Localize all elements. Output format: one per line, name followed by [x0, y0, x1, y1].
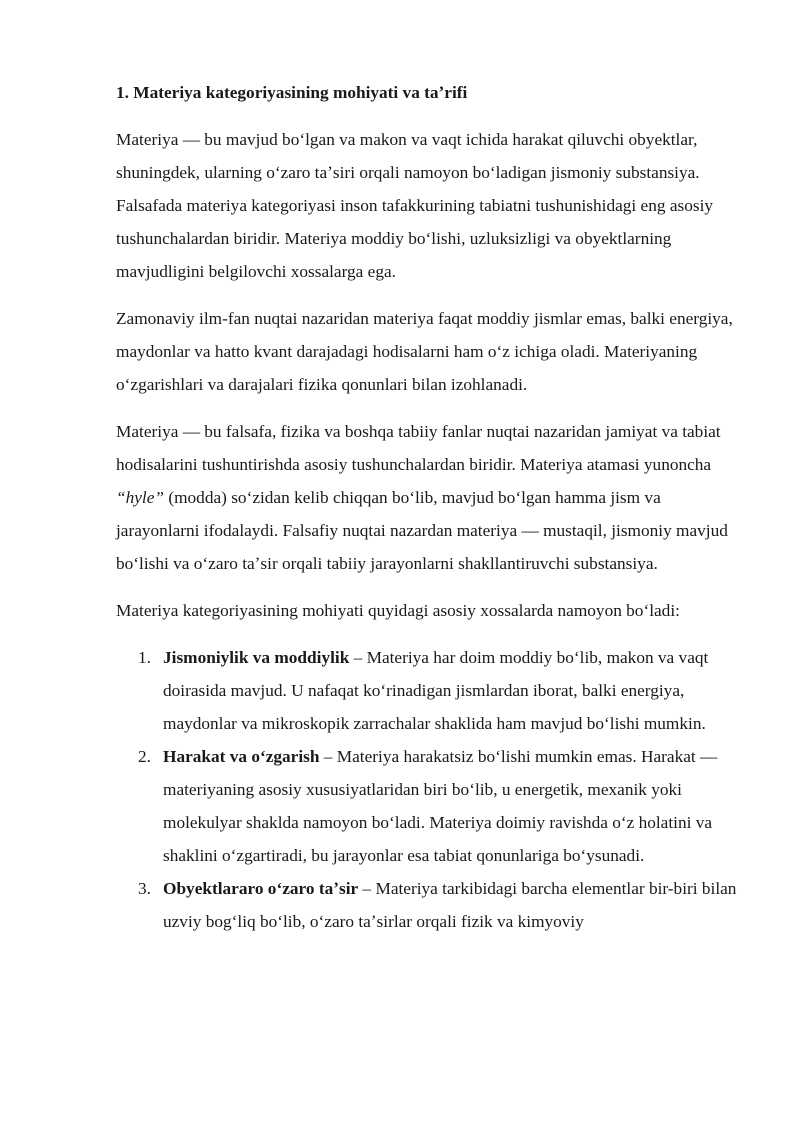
document-page [116, 76, 746, 938]
list-item-term: Harakat va oʻzgarish [163, 747, 320, 766]
list-item-term: Obyektlararo oʻzaro taʼsir [163, 879, 359, 898]
properties-list [116, 641, 746, 938]
list-item-number: 1. [138, 648, 151, 667]
list-item-text: – Materiya tarkibidagi barcha elementlar bir-biri bilan uzviy bogʻliq boʻlib, oʻzaro taʼsirlar orqali fizik va kimyoviy [163, 879, 737, 931]
list-item [116, 641, 746, 740]
list-item-text: – Materiya harakatsiz boʻlishi mumkin emas. Harakat — materiyaning asosiy xususiyatlaridan biri boʻlib, u energetik, mexanik yoki molekulyar shaklda namoyon boʻladi. Materiya doimiy ravishda oʻz holatini va shaklini oʻzgartiradi, bu jarayonlar esa tabiat qonunlariga boʻysunadi. [163, 747, 718, 865]
paragraph-modern-science: Zamonaviy ilm-fan nuqtai nazaridan materiya faqat moddiy jismlar emas, balki energiya, maydonlar va hatto kvant darajadagi hodisalarni ham oʻz ichiga oladi. Materiyaning oʻzgarishlari va darajalari fizika qonunlari bilan izohlanadi. [116, 309, 733, 394]
paragraph-etymology [116, 415, 746, 580]
paragraph-etymology-end: (modda) soʻzidan kelib chiqqan boʻlib, mavjud boʻlgan hamma jism va jarayonlarni ifodalaydi. Falsafiy nuqtai nazardan materiya — mustaqil, jismoniy mavjud boʻlishi va oʻzaro taʼsir orqali tabiiy jarayonlarni shakllantiruvchi substansiya. [116, 488, 728, 573]
list-item [116, 872, 746, 938]
list-item-number: 3. [138, 879, 151, 898]
term-hyle: “hyle” [116, 488, 165, 507]
section-heading: 1. Materiya kategoriyasining mohiyati va taʼrifi [116, 83, 468, 102]
list-item [116, 740, 746, 872]
paragraph-list-intro: Materiya kategoriyasining mohiyati quyidagi asosiy xossalarda namoyon boʻladi: [116, 601, 680, 620]
list-item-number: 2. [138, 747, 151, 766]
paragraph-definition: Materiya — bu mavjud boʻlgan va makon va vaqt ichida harakat qiluvchi obyektlar, shuningdek, ularning oʻzaro taʼsiri orqali namoyon boʻladigan jismoniy substansiya. Falsafada materiya kategoriyasi inson tafakkurining tabiatni tushunishidagi eng asosiy tushunchalardan biridir. Materiya moddiy boʻlishi, uzluksizligi va obyektlarning mavjudligini belgilovchi xossalarga ega. [116, 130, 714, 281]
paragraph-etymology-start: Materiya — bu falsafa, fizika va boshqa tabiiy fanlar nuqtai nazaridan jamiyat va tabiat hodisalarini tushuntirishda asosiy tushunchalardan biridir. Materiya atamasi yunoncha [116, 422, 721, 474]
list-item-term: Jismoniylik va moddiylik [163, 648, 350, 667]
list-item-text: – Materiya har doim moddiy boʻlib, makon va vaqt doirasida mavjud. U nafaqat koʻrinadigan jismlardan iborat, balki energiya, maydonlar va mikroskopik zarrachalar shaklida ham mavjud boʻlishi mumkin. [163, 648, 709, 733]
